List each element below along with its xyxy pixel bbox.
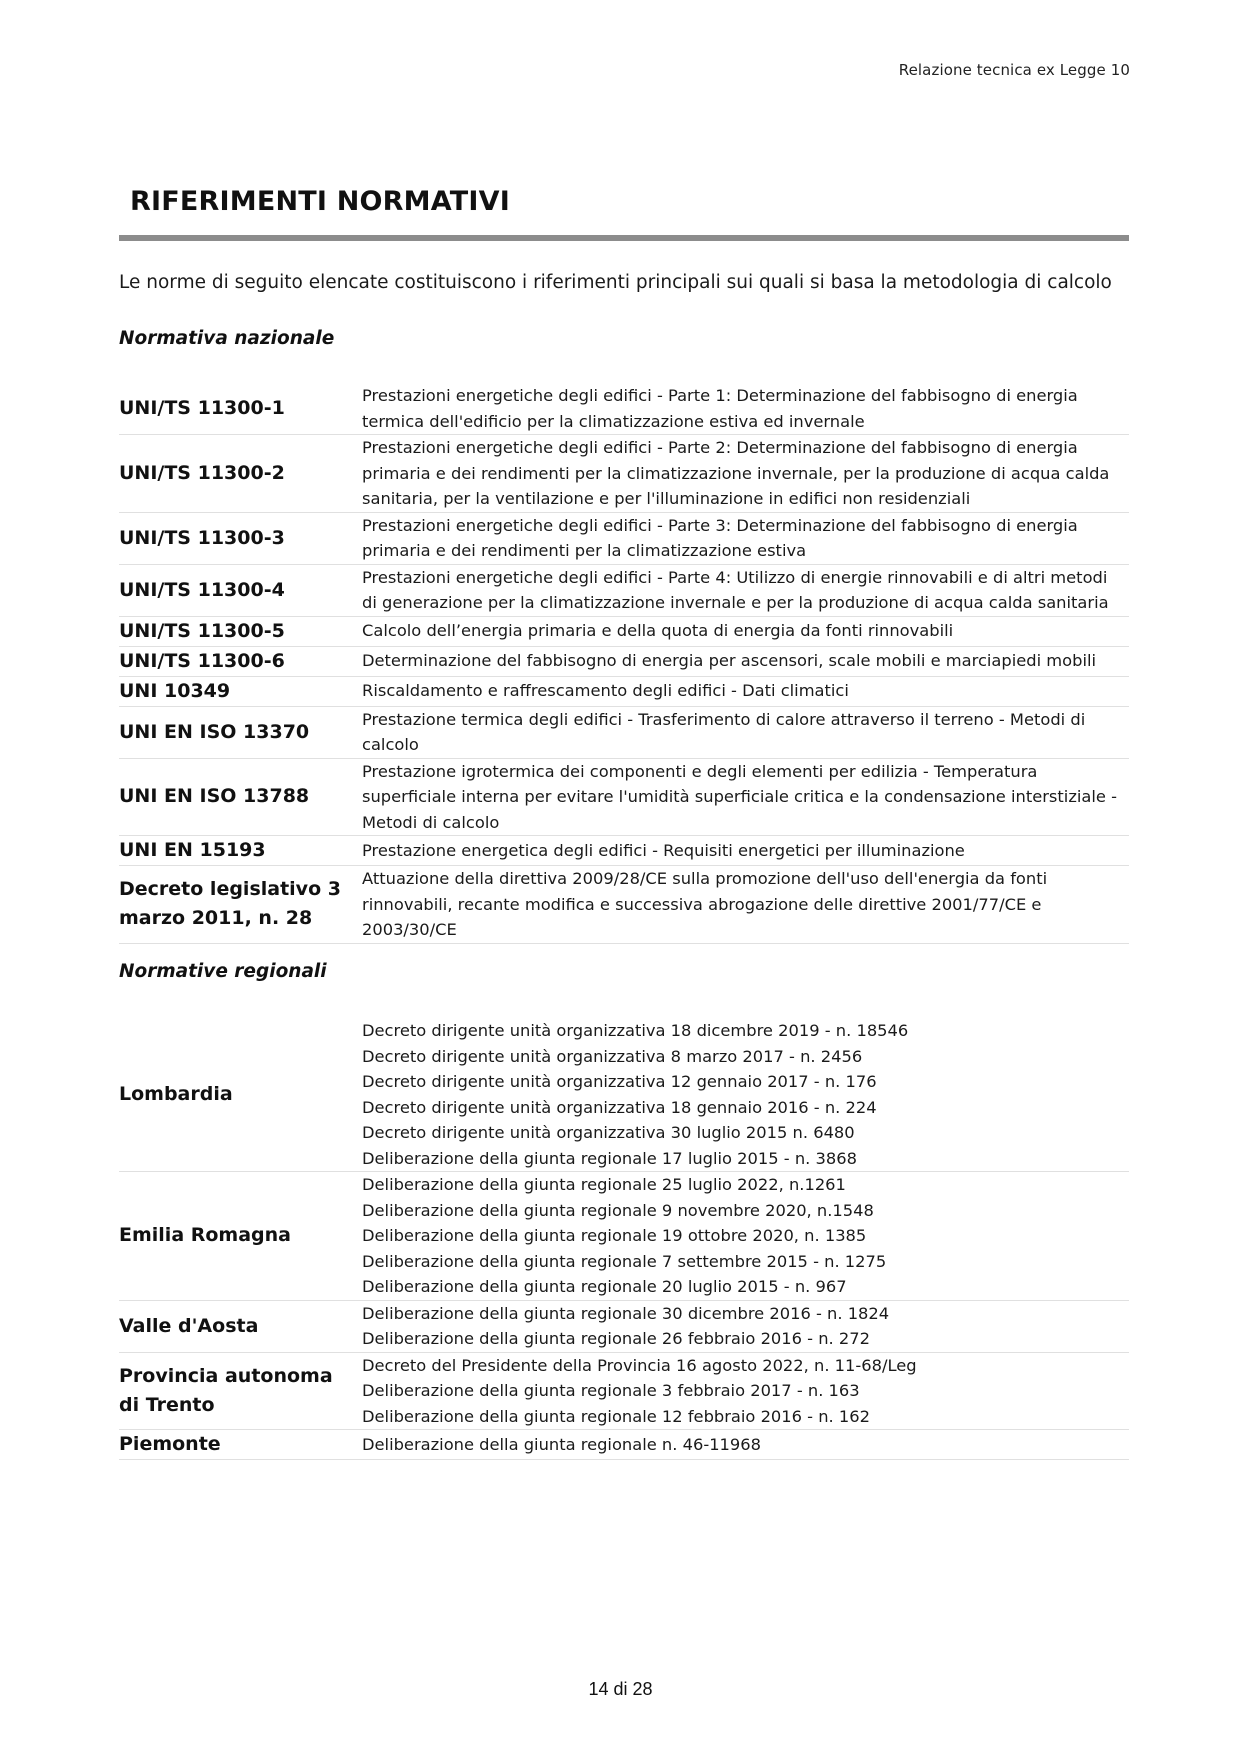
norm-description: Prestazioni energetiche degli edifici - Parte 2: Determinazione del fabbisogno di energia primaria e dei rendimenti per la climatizzazione invernale, per la produzione di acqua calda sanitaria, per la ventilazione e per l'illuminazione in edifici non residenziali: [362, 435, 1129, 513]
norm-code: UNI 10349: [119, 676, 362, 706]
region-norms-list: [362, 1300, 1129, 1352]
norm-code: UNI/TS 11300-3: [119, 512, 362, 564]
list-item: Deliberazione della giunta regionale 19 ottobre 2020, n. 1385: [362, 1226, 867, 1245]
norm-description: Prestazione igrotermica dei componenti e degli elementi per edilizia - Temperatura superficiale interna per evitare l'umidità superficiale critica e la condensazione interstiziale - Metodi di calcolo: [362, 758, 1129, 836]
list-item: Deliberazione della giunta regionale n. 46-11968: [362, 1434, 761, 1454]
norm-code: UNI/TS 11300-1: [119, 383, 362, 435]
norm-description: Prestazioni energetiche degli edifici - Parte 4: Utilizzo di energie rinnovabili e di altri metodi di generazione per la climatizzazione invernale e per la produzione di acqua calda sanitaria: [362, 564, 1129, 616]
heading-normative-regionali: Normative regionali: [119, 961, 327, 982]
table-row: [119, 676, 1129, 706]
list-item: Deliberazione della giunta regionale 12 febbraio 2016 - n. 162: [362, 1406, 870, 1426]
list-item: Decreto dirigente unità organizzativa 18 gennaio 2016 - n. 224: [362, 1097, 877, 1117]
list-item: Deliberazione della giunta regionale 3 febbraio 2017 - n. 163: [362, 1381, 860, 1400]
page-number: 14 di 28: [588, 1679, 653, 1699]
list-item: Deliberazione della giunta regionale 9 novembre 2020, n.1548: [362, 1200, 874, 1220]
list-item: Deliberazione della giunta regionale 20 luglio 2015 - n. 967: [362, 1277, 847, 1296]
table-row: [119, 435, 1129, 513]
table-row: [119, 706, 1129, 758]
region-name: Valle d'Aosta: [119, 1300, 362, 1352]
table-row: [119, 758, 1129, 836]
norm-description: Prestazione energetica degli edifici - Requisiti energetici per illuminazione: [362, 836, 1129, 866]
table-row: [119, 616, 1129, 646]
norm-description: Calcolo dell’energia primaria e della quota di energia da fonti rinnovabili: [362, 616, 1129, 646]
table-row: [119, 836, 1129, 866]
running-header: Relazione tecnica ex Legge 10: [898, 61, 1130, 79]
table-row: [119, 1352, 1129, 1430]
norm-code: UNI/TS 11300-2: [119, 435, 362, 513]
page-title: RIFERIMENTI NORMATIVI: [130, 186, 510, 217]
table-row: [119, 866, 1129, 944]
table-row: [119, 1018, 1129, 1172]
norm-code: UNI/TS 11300-5: [119, 616, 362, 646]
list-item: Deliberazione della giunta regionale 17 luglio 2015 - n. 3868: [362, 1148, 857, 1168]
list-item: Decreto dirigente unità organizzativa 12 gennaio 2017 - n. 176: [362, 1072, 877, 1091]
region-name: Lombardia: [119, 1018, 362, 1172]
list-item: Deliberazione della giunta regionale 7 settembre 2015 - n. 1275: [362, 1251, 887, 1271]
list-item: Deliberazione della giunta regionale 26 febbraio 2016 - n. 272: [362, 1329, 870, 1348]
list-item: Decreto dirigente unità organizzativa 30 luglio 2015 n. 6480: [362, 1123, 855, 1142]
list-item: Decreto dirigente unità organizzativa 18 dicembre 2019 - n. 18546: [362, 1021, 909, 1040]
norm-code: UNI/TS 11300-6: [119, 646, 362, 676]
list-item: Deliberazione della giunta regionale 25 luglio 2022, n.1261: [362, 1175, 846, 1194]
table-row: [119, 512, 1129, 564]
norm-code: UNI EN ISO 13370: [119, 706, 362, 758]
heading-normativa-nazionale: Normativa nazionale: [119, 328, 335, 349]
norm-code: Decreto legislativo 3 marzo 2011, n. 28: [119, 866, 362, 944]
list-item: Deliberazione della giunta regionale 30 dicembre 2016 - n. 1824: [362, 1303, 890, 1323]
norm-description: Prestazione termica degli edifici - Trasferimento di calore attraverso il terreno - Metodi di calcolo: [362, 706, 1129, 758]
list-item: Decreto del Presidente della Provincia 16 agosto 2022, n. 11-68/Leg: [362, 1355, 917, 1375]
national-norms-table: [119, 383, 1129, 944]
region-norms-list: [362, 1018, 1129, 1172]
region-name: Provincia autonoma di Trento: [119, 1352, 362, 1430]
table-row: [119, 646, 1129, 676]
table-row: [119, 1430, 1129, 1460]
title-rule: [119, 235, 1129, 241]
norm-code: UNI EN 15193: [119, 836, 362, 866]
regional-norms-table: [119, 1018, 1129, 1460]
table-row: [119, 1172, 1129, 1301]
list-item: Decreto dirigente unità organizzativa 8 marzo 2017 - n. 2456: [362, 1046, 863, 1066]
norm-code: UNI/TS 11300-4: [119, 564, 362, 616]
region-norms-list: [362, 1430, 1129, 1460]
norm-description: Attuazione della direttiva 2009/28/CE sulla promozione dell'uso dell'energia da fonti rinnovabili, recante modifica e successiva abrogazione delle direttive 2001/77/CE e 2003/30/CE: [362, 866, 1129, 944]
norm-description: Determinazione del fabbisogno di energia per ascensori, scale mobili e marciapiedi mobili: [362, 646, 1129, 676]
norm-code: UNI EN ISO 13788: [119, 758, 362, 836]
norm-description: Prestazioni energetiche degli edifici - Parte 3: Determinazione del fabbisogno di energia primaria e dei rendimenti per la climatizzazione estiva: [362, 512, 1129, 564]
table-row: [119, 564, 1129, 616]
region-norms-list: [362, 1172, 1129, 1301]
norm-description: Riscaldamento e raffrescamento degli edifici - Dati climatici: [362, 676, 1129, 706]
table-row: [119, 1300, 1129, 1352]
intro-paragraph: Le norme di seguito elencate costituiscono i riferimenti principali sui quali si basa la metodologia di calcolo: [119, 272, 1112, 293]
region-name: Piemonte: [119, 1430, 362, 1460]
region-name: Emilia Romagna: [119, 1172, 362, 1301]
region-norms-list: [362, 1352, 1129, 1430]
table-row: [119, 383, 1129, 435]
norm-description: Prestazioni energetiche degli edifici - Parte 1: Determinazione del fabbisogno di energia termica dell'edificio per la climatizzazione estiva ed invernale: [362, 383, 1129, 435]
